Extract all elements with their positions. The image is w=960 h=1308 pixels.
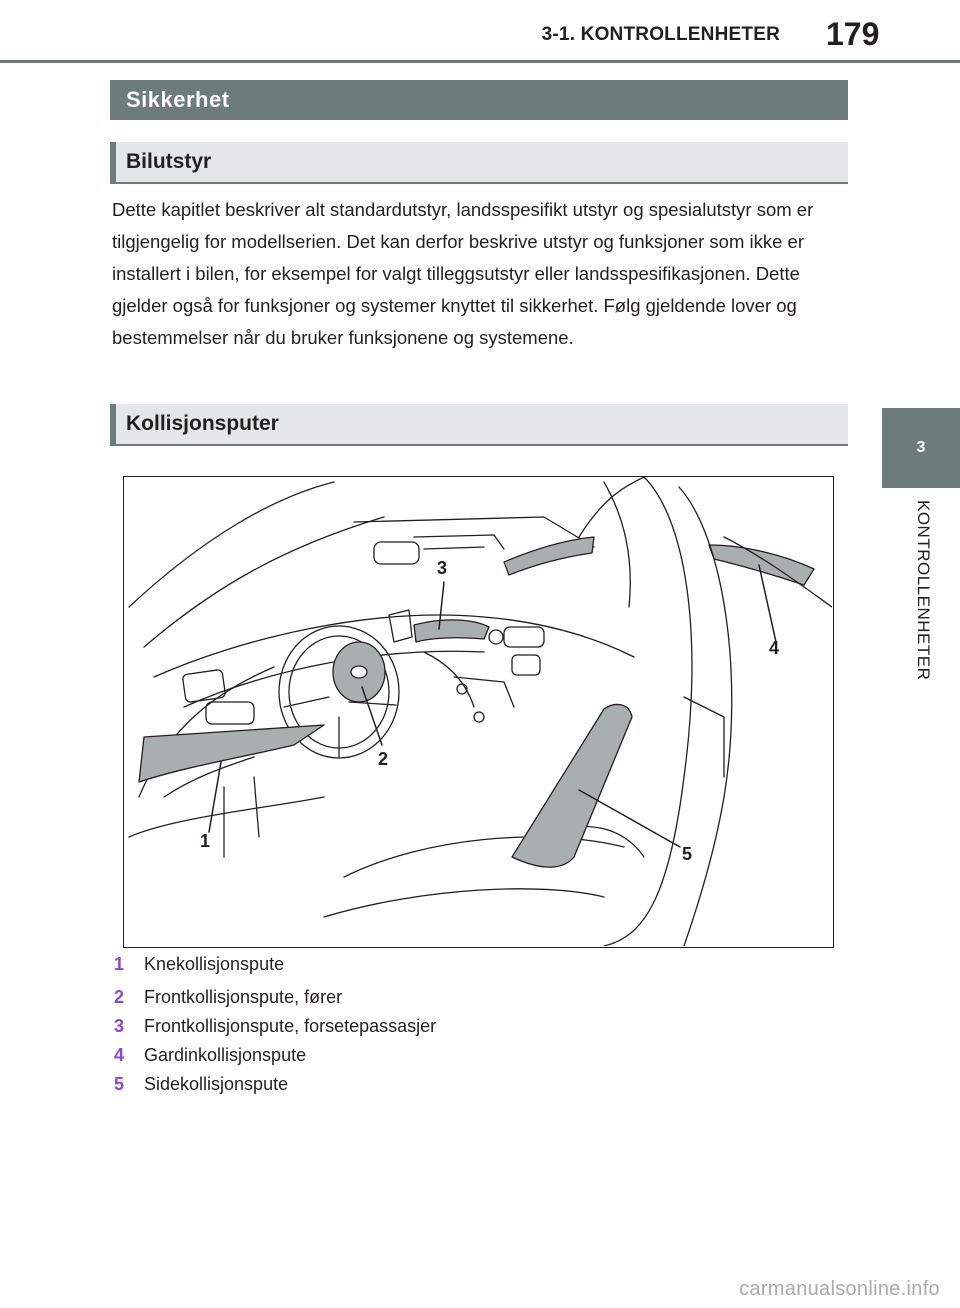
knee-airbag — [139, 725, 324, 782]
legend-item — [112, 1041, 712, 1070]
callout-5: 5 — [682, 844, 693, 864]
page-header-title: 3-1. KONTROLLENHETER — [541, 24, 780, 45]
legend-item — [112, 950, 712, 979]
legend-number: 4 — [114, 1045, 125, 1065]
callout-2: 2 — [378, 749, 389, 769]
vent-left-2 — [206, 702, 254, 724]
watermark: carmanualsonline.info — [739, 1278, 940, 1300]
callout-leader-5 — [579, 790, 680, 847]
legend-label: Sidekollisjonspute — [144, 1074, 289, 1094]
header-rule — [0, 60, 960, 63]
legend-number: 1 — [114, 954, 125, 974]
legend-label: Frontkollisjonspute, fører — [144, 987, 343, 1007]
subsection-header-bilutstyr — [110, 142, 848, 184]
legend-label: Knekollisjonspute — [144, 954, 285, 974]
legend-number: 3 — [114, 1016, 125, 1036]
legend-item — [112, 1012, 712, 1041]
right-vent — [512, 655, 540, 675]
airbag-legend — [112, 950, 712, 1099]
center-vent — [504, 627, 544, 647]
legend-number: 5 — [114, 1074, 125, 1094]
callout-leader-4 — [759, 565, 776, 642]
airbag-illustration — [124, 477, 832, 946]
legend-item — [112, 983, 712, 1012]
curtain-airbag-front — [504, 537, 594, 575]
page-number: 179 — [826, 16, 880, 52]
legend-label: Frontkollisjonspute, forsetepassasjer — [144, 1016, 437, 1036]
callout-4: 4 — [769, 638, 780, 658]
instrument-screen — [389, 610, 412, 642]
windshield-frame — [129, 482, 334, 607]
chapter-label: KONTROLLENHETER — [914, 500, 933, 681]
side-airbag — [512, 704, 632, 867]
legend-label: Gardinkollisjonspute — [144, 1045, 307, 1065]
callout-1: 1 — [200, 831, 211, 851]
rear-mirror — [374, 542, 419, 564]
chapter-tab[interactable] — [882, 408, 960, 488]
body-paragraph: Dette kapitlet beskriver alt standardutstyr, landsspesifikt utstyr og spesialutstyr som er tilgjengelig for modellserien. Det kan derfor beskrive utstyr og funksjoner som ikke er installert i bilen, for eksempel for valgt tilleggsutstyr eller landsspesifikasjonen. Dette gjelder også for funksjoner og systemer knyttet til sikkerhet. Følg gjeldende lover og bestemmelser når du bruker funksjonene og systemene. — [112, 199, 814, 348]
legend-item — [112, 1070, 712, 1099]
subsection-title: Kollisjonsputer — [126, 412, 279, 435]
airbag-figure — [123, 476, 834, 948]
vent-left-1 — [182, 669, 226, 702]
chapter-number: 3 — [916, 439, 926, 456]
subsection-title: Bilutstyr — [126, 150, 212, 173]
legend-number: 2 — [114, 987, 125, 1007]
callout-3: 3 — [437, 558, 448, 578]
passenger-airbag — [414, 620, 489, 642]
section-title: Sikkerhet — [110, 80, 848, 120]
dashboard — [154, 615, 634, 677]
subsection-header-kollisjonsputer — [110, 404, 848, 446]
